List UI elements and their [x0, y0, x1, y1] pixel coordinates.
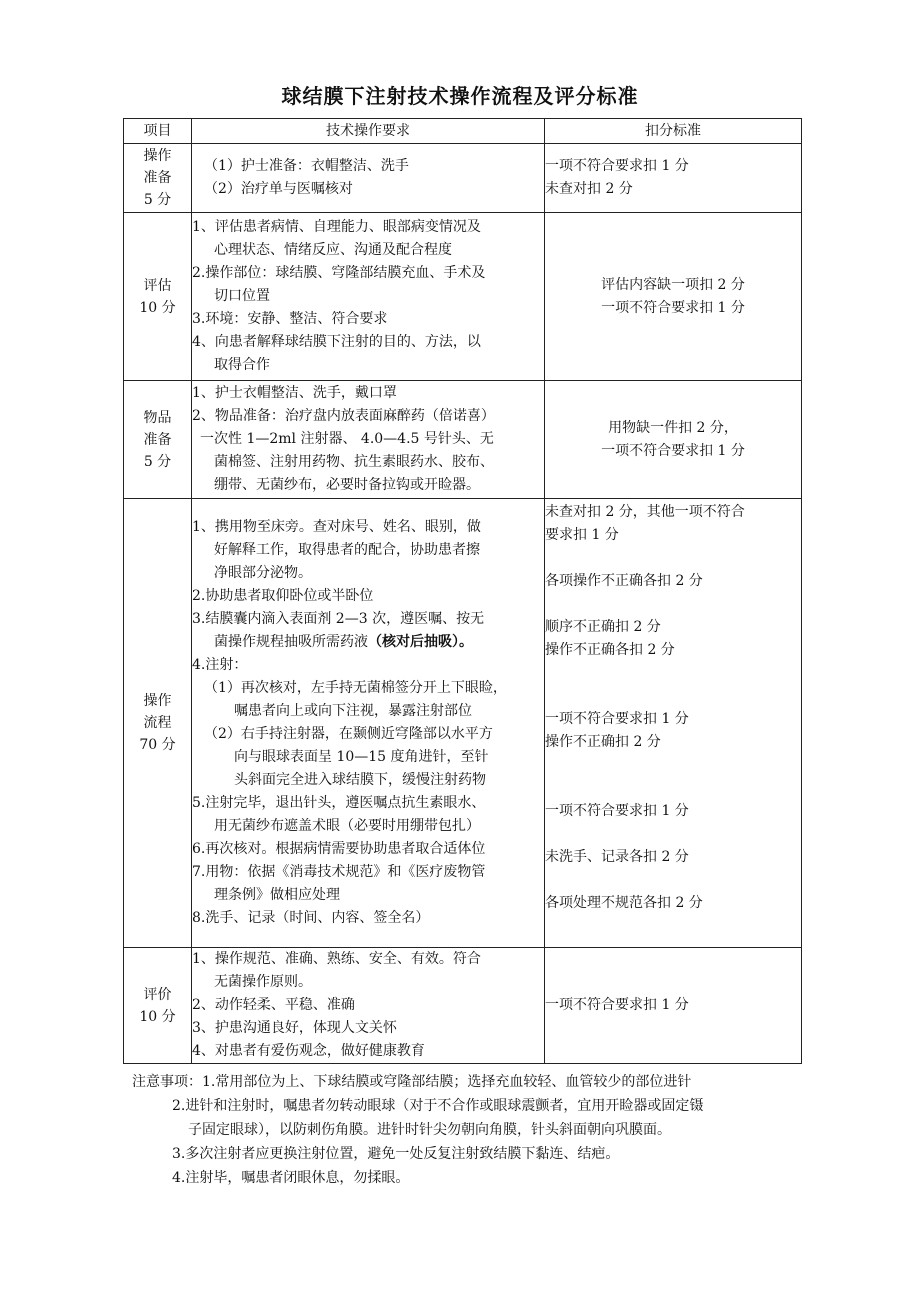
- requirement-cell: 1、护士衣帽整洁、洗手，戴口罩 2、物品准备：治疗盘内放表面麻醉药（倍诺喜） 一次性 1—2ml 注射器、 4.0—4.5 号针头、无 菌棉签、注射用药物、抗生素眼药水、胶布、 绷带、无菌纱布，必要时备拉钩或开睑器。: [192, 381, 545, 499]
- note-line: 2.进针和注射时，嘱患者勿转动眼球（对于不合作或眼球震颤者，宜用开睑器或固定镊: [172, 1098, 704, 1114]
- note-line: 子固定眼球），以防刺伤角膜。进针时针尖勿朝向角膜，针头斜面朝向巩膜面。: [188, 1122, 671, 1138]
- note-line: 4.注射毕，嘱患者闭眼休息，勿揉眼。: [172, 1170, 410, 1186]
- table-row: [124, 948, 802, 1064]
- requirement-cell: 1、操作规范、准确、熟练、安全、有效。符合 无菌操作原则。 2、动作轻柔、平稳、准确 3、护患沟通良好，体现人文关怀 4、对患者有爱伤观念，做好健康教育: [192, 948, 545, 1064]
- notes-section: [132, 1070, 812, 1190]
- note-line: 注意事项：1.常用部位为上、下球结膜或穹隆部结膜；选择充血较轻、血管较少的部位进针: [132, 1074, 692, 1090]
- item-cell: 评价 10 分: [124, 948, 192, 1064]
- header-requirement: 技术操作要求: [192, 119, 545, 144]
- deduction-cell: 未查对扣 2 分，其他一项不符合 要求扣 1 分 各项操作不正确各扣 2 分 顺序不正确扣 2 分 操作不正确各扣 2 分 一项不符合要求扣 1 分 操作不正确扣 2 分 一项不符合要求扣 1 分 未洗手、记录各扣 2 分 各项处理不规范各扣 2 分: [545, 499, 802, 948]
- scoring-table: [123, 118, 802, 1064]
- table-row: [124, 213, 802, 381]
- header-deduction: 扣分标准: [545, 119, 802, 144]
- deduction-cell: 一项不符合要求扣 1 分: [545, 948, 802, 1064]
- header-item: 项目: [124, 119, 192, 144]
- table-row: [124, 381, 802, 499]
- item-cell: 评估 10 分: [124, 213, 192, 381]
- item-cell: 操作 流程 70 分: [124, 499, 192, 948]
- page-title: 球结膜下注射技术操作流程及评分标准: [281, 84, 639, 108]
- requirement-cell: （1）护士准备：衣帽整洁、洗手 （2）治疗单与医嘱核对: [192, 144, 545, 213]
- item-cell: 物品 准备 5 分: [124, 381, 192, 499]
- item-cell: 操作 准备 5 分: [124, 144, 192, 213]
- table-row: [124, 499, 802, 948]
- requirement-cell: 1、评估患者病情、自理能力、眼部病变情况及 心理状态、情绪反应、沟通及配合程度 2.操作部位：球结膜、穹隆部结膜充血、手术及 切口位置 3.环境：安静、整洁、符合要求 4、向患者解释球结膜下注射的目的、方法，以 取得合作: [192, 213, 545, 381]
- note-line: 3.多次注射者应更换注射位置，避免一处反复注射致结膜下黏连、结疤。: [172, 1146, 620, 1162]
- deduction-cell: 一项不符合要求扣 1 分 未查对扣 2 分: [545, 144, 802, 213]
- deduction-cell: 评估内容缺一项扣 2 分 一项不符合要求扣 1 分: [545, 213, 802, 381]
- deduction-cell: 用物缺一件扣 2 分， 一项不符合要求扣 1 分: [545, 381, 802, 499]
- table-row: [124, 144, 802, 213]
- table-header-row: [124, 119, 802, 144]
- requirement-cell: 1、携用物至床旁。查对床号、姓名、眼别，做 好解释工作，取得患者的配合，协助患者擦 净眼部分泌物。 2.协助患者取仰卧位或半卧位 3.结膜囊内滴入表面剂 2—3 次，遵医嘱、按无 菌操作规程抽吸所需药液（核对后抽吸）。 4.注射： （1）再次核对，左手持无菌棉签分开上下眼睑， 嘱患者向上或向下注视，暴露注射部位 （2）右手持注射器，在颞侧近穹隆部以水平方 向与眼球表面呈 10—15 度角进针，至针 头斜面完全进入球结膜下，缓慢注射药物 5.注射完毕，退出针头，遵医嘱点抗生素眼水、 用无菌纱布遮盖术眼（必要时用绷带包扎） 6.再次核对。根据病情需要协助患者取合适体位 7.用物：依据《消毒技术规范》和《医疗废物管 理条例》做相应处理 8.洗手、记录（时间、内容、签全名）: [192, 499, 545, 948]
